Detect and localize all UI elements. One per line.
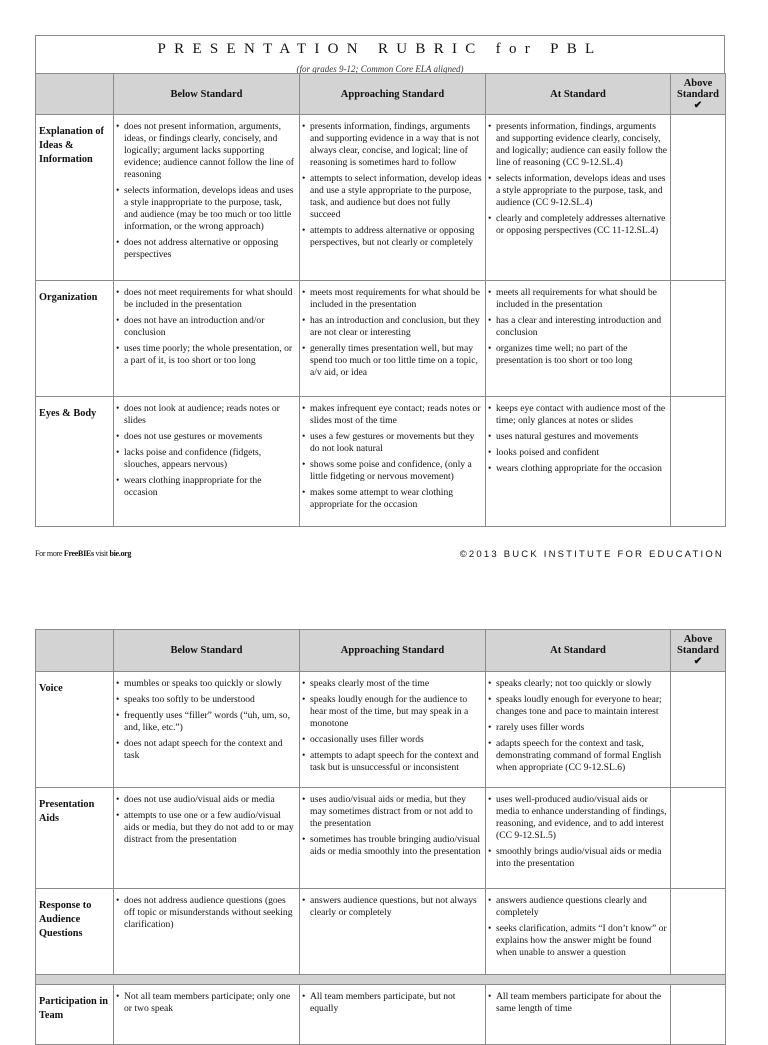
descriptor-item: • attempts to select information, develop ideas and use a style appropriate to the purpose, task, and audience but does not fully succeed — [310, 173, 483, 221]
descriptor-item: • uses audio/visual aids or media, but they may sometimes distract from or not add to the presentation — [310, 794, 483, 830]
criteria-header-cell — [36, 630, 114, 672]
cell-at-standard — [486, 115, 671, 281]
header-approaching-standard: Approaching Standard — [300, 74, 486, 115]
rubric-table-2 — [35, 629, 726, 1045]
cell-below-standard — [114, 788, 300, 889]
descriptor-item: • rarely uses filler words — [496, 722, 668, 734]
cell-below-standard — [114, 115, 300, 281]
page-title: PRESENTATION RUBRIC for PBL — [157, 41, 603, 57]
header-at-standard: At Standard — [486, 74, 671, 115]
descriptor-item: • organizes time well; no part of the presentation is too short or too long — [496, 343, 668, 367]
descriptor-item: • uses time poorly; the whole presentation, or a part of it, is too short or too long — [124, 343, 297, 367]
above-standard-label: Above Standard — [676, 77, 719, 100]
descriptor-list — [486, 991, 670, 1015]
cell-above-standard[interactable] — [671, 788, 726, 889]
descriptor-item: • looks poised and confident — [496, 447, 668, 459]
descriptor-item: • mumbles or speaks too quickly or slowly — [124, 678, 297, 690]
rubric-row-eyes-body — [36, 397, 726, 527]
descriptor-item: • adapts speech for the context and task, demonstrating command of formal English when appropriate (CC 9-12.SL.6) — [496, 738, 668, 774]
descriptor-list — [486, 895, 670, 959]
descriptor-item: • meets most requirements for what should be included in the presentation — [310, 287, 483, 311]
descriptor-item: • attempts to adapt speech for the context and task but is unsuccessful or inconsistent — [310, 750, 483, 774]
descriptor-item: • wears clothing appropriate for the occasion — [496, 463, 668, 475]
descriptor-list — [300, 287, 485, 379]
criterion-label: Participation in Team — [36, 985, 114, 1045]
descriptor-item: • does not look at audience; reads notes or slides — [124, 403, 297, 427]
descriptor-list — [300, 678, 485, 774]
rubric-title-box — [35, 35, 725, 74]
descriptor-item: • attempts to address alternative or opposing perspectives, but not clearly or completely — [310, 225, 483, 249]
descriptor-item: • speaks clearly; not too quickly or slowly — [496, 678, 668, 690]
descriptor-item: • wears clothing inappropriate for the occasion — [124, 475, 297, 499]
cell-approaching-standard — [300, 281, 486, 397]
descriptor-item: • lacks poise and confidence (fidgets, slouches, appears nervous) — [124, 447, 297, 471]
descriptor-item: • does not use gestures or movements — [124, 431, 297, 443]
footer-site-link[interactable]: bie.org — [109, 549, 132, 558]
descriptor-list — [300, 121, 485, 249]
rubric-table-1 — [35, 73, 726, 527]
descriptor-list — [300, 403, 485, 511]
cell-at-standard — [486, 672, 671, 788]
cell-at-standard — [486, 985, 671, 1045]
cell-below-standard — [114, 397, 300, 527]
descriptor-item: • uses well-produced audio/visual aids or media to enhance understanding of findings, reasoning, and evidence, and to add interest (CC 9-12.SL.5) — [496, 794, 668, 842]
descriptor-item: • speaks clearly most of the time — [310, 678, 483, 690]
descriptor-list — [114, 287, 299, 367]
descriptor-item: • does not address audience questions (goes off topic or misunderstands without seeking clarification) — [124, 895, 297, 931]
descriptor-item: • keeps eye contact with audience most of the time; only glances at notes or slides — [496, 403, 668, 427]
descriptor-list — [486, 403, 670, 475]
descriptor-item: • does not present information, arguments, ideas, or findings clearly, concisely, and logically; argument lacks supporting evidence; audience cannot follow the line of reasoning — [124, 121, 297, 181]
footer-prefix: For more — [35, 549, 64, 558]
section-divider — [36, 975, 726, 985]
descriptor-item: • presents information, findings, arguments and supporting evidence in a way that is not always clear, concise, and logical; line of reasoning is sometimes hard to follow — [310, 121, 483, 169]
descriptor-item: • sometimes has trouble bringing audio/visual aids or media smoothly into the presentation — [310, 834, 483, 858]
header-below-standard: Below Standard — [114, 74, 300, 115]
cell-approaching-standard — [300, 985, 486, 1045]
check-mark-icon: ✔ — [693, 99, 703, 111]
header-above-standard — [671, 630, 726, 672]
cell-approaching-standard — [300, 889, 486, 975]
descriptor-item: • generally times presentation well, but may spend too much or too little time on a topic, a/v aid, or idea — [310, 343, 483, 379]
descriptor-item: • does not meet requirements for what should be included in the presentation — [124, 287, 297, 311]
descriptor-item: • does not use audio/visual aids or media — [124, 794, 297, 806]
header-above-standard — [671, 74, 726, 115]
rubric-row-presentation-aids — [36, 788, 726, 889]
cell-above-standard[interactable] — [671, 672, 726, 788]
page-subtitle: (for grades 9-12; Common Core ELA aligned) — [296, 64, 464, 74]
descriptor-list — [300, 991, 485, 1015]
cell-below-standard — [114, 672, 300, 788]
descriptor-item: • smoothly brings audio/visual aids or media into the presentation — [496, 846, 668, 870]
cell-below-standard — [114, 985, 300, 1045]
descriptor-list — [114, 895, 299, 931]
descriptor-item: • makes infrequent eye contact; reads notes or slides most of the time — [310, 403, 483, 427]
descriptor-item: • shows some poise and confidence, (only a little fidgeting or nervous movement) — [310, 459, 483, 483]
descriptor-list — [486, 678, 670, 774]
check-mark-icon: ✔ — [693, 656, 703, 667]
descriptor-item: • speaks loudly enough for the audience to hear most of the time, but may speak in a monotone — [310, 694, 483, 730]
above-standard-label: Above Standard — [676, 634, 719, 656]
rubric-row-organization — [36, 281, 726, 397]
descriptor-list — [486, 121, 670, 237]
criterion-label: Eyes & Body — [36, 397, 114, 527]
cell-at-standard — [486, 788, 671, 889]
descriptor-item: • All team members participate, but not equally — [310, 991, 483, 1015]
rubric-page-1 — [35, 73, 725, 527]
footer-freebies — [35, 549, 131, 558]
cell-approaching-standard — [300, 397, 486, 527]
header-approaching-standard: Approaching Standard — [300, 630, 486, 672]
cell-at-standard — [486, 889, 671, 975]
descriptor-item: • makes some attempt to wear clothing appropriate for the occasion — [310, 487, 483, 511]
rubric-page-2 — [35, 629, 725, 1045]
descriptor-item: • Not all team members participate; only one or two speak — [124, 991, 297, 1015]
descriptor-item: • has an introduction and conclusion, but they are not clear or interesting — [310, 315, 483, 339]
descriptor-item: • uses a few gestures or movements but they do not look natural — [310, 431, 483, 455]
descriptor-item: • clearly and completely addresses alternative or opposing perspectives (CC 11-12.SL.4) — [496, 213, 668, 237]
descriptor-list — [486, 287, 670, 367]
cell-above-standard[interactable] — [671, 115, 726, 281]
cell-above-standard[interactable] — [671, 281, 726, 397]
descriptor-item: • does not have an introduction and/or conclusion — [124, 315, 297, 339]
rubric-row-response-to-audience-questions — [36, 889, 726, 975]
descriptor-item: • answers audience questions, but not always clearly or completely — [310, 895, 483, 919]
descriptor-list — [114, 403, 299, 499]
cell-below-standard — [114, 281, 300, 397]
cell-approaching-standard — [300, 788, 486, 889]
cell-at-standard — [486, 281, 671, 397]
rubric-row-explanation-of-ideas-information — [36, 115, 726, 281]
descriptor-list — [114, 121, 299, 261]
descriptor-list — [300, 895, 485, 919]
descriptor-item: • selects information, develops ideas and uses a style appropriate to the purpose, task, and audience (CC 9-12.SL.4) — [496, 173, 668, 209]
descriptor-item: • speaks loudly enough for everyone to hear; changes tone and pace to maintain interest — [496, 694, 668, 718]
descriptor-item: • seeks clarification, admits “I don’t know” or explains how the answer might be found when unable to answer a question — [496, 923, 668, 959]
rubric-row-participation-in-team — [36, 985, 726, 1045]
cell-above-standard[interactable] — [671, 889, 726, 975]
header-below-standard: Below Standard — [114, 630, 300, 672]
footer-mid: visit — [93, 549, 110, 558]
descriptor-item: • uses natural gestures and movements — [496, 431, 668, 443]
cell-approaching-standard — [300, 672, 486, 788]
descriptor-item: • does not address alternative or opposing perspectives — [124, 237, 297, 261]
cell-above-standard[interactable] — [671, 985, 726, 1045]
criterion-label: Response to Audience Questions — [36, 889, 114, 975]
descriptor-item: • presents information, findings, arguments and supporting evidence clearly, concisely, and logically; audience can easily follow the line of reasoning (CC 9-12.SL.4) — [496, 121, 668, 169]
cell-below-standard — [114, 889, 300, 975]
descriptor-list — [300, 794, 485, 858]
descriptor-item: • selects information, develops ideas and uses a style inappropriate to the purpose, task, and audience (may be too much or too little information, or the wrong approach) — [124, 185, 297, 233]
descriptor-list — [114, 991, 299, 1015]
descriptor-list — [486, 794, 670, 870]
footer-freebies-label: FreeBIEs — [63, 549, 94, 558]
rubric-row-voice — [36, 672, 726, 788]
descriptor-item: • frequently uses “filler” words (“uh, um, so, and, like, etc.”) — [124, 710, 297, 734]
cell-at-standard — [486, 397, 671, 527]
footer-copyright: ©2013 BUCK INSTITUTE FOR EDUCATION — [459, 549, 724, 560]
criteria-header-cell — [36, 74, 114, 115]
criterion-label: Presentation Aids — [36, 788, 114, 889]
criterion-label: Explanation of Ideas & Information — [36, 115, 114, 281]
cell-approaching-standard — [300, 115, 486, 281]
cell-above-standard[interactable] — [671, 397, 726, 527]
divider-band — [36, 975, 726, 985]
descriptor-item: • answers audience questions clearly and completely — [496, 895, 668, 919]
header-at-standard: At Standard — [486, 630, 671, 672]
descriptor-item: • occasionally uses filler words — [310, 734, 483, 746]
descriptor-list — [114, 678, 299, 762]
descriptor-item: • attempts to use one or a few audio/visual aids or media, but they do not add to or may distract from the presentation — [124, 810, 297, 846]
descriptor-item: • speaks too softly to be understood — [124, 694, 297, 706]
criterion-label: Organization — [36, 281, 114, 397]
descriptor-item: • meets all requirements for what should be included in the presentation — [496, 287, 668, 311]
descriptor-item: • has a clear and interesting introduction and conclusion — [496, 315, 668, 339]
descriptor-list — [114, 794, 299, 846]
descriptor-item: • All team members participate for about the same length of time — [496, 991, 668, 1015]
criterion-label: Voice — [36, 672, 114, 788]
descriptor-item: • does not adapt speech for the context and task — [124, 738, 297, 762]
